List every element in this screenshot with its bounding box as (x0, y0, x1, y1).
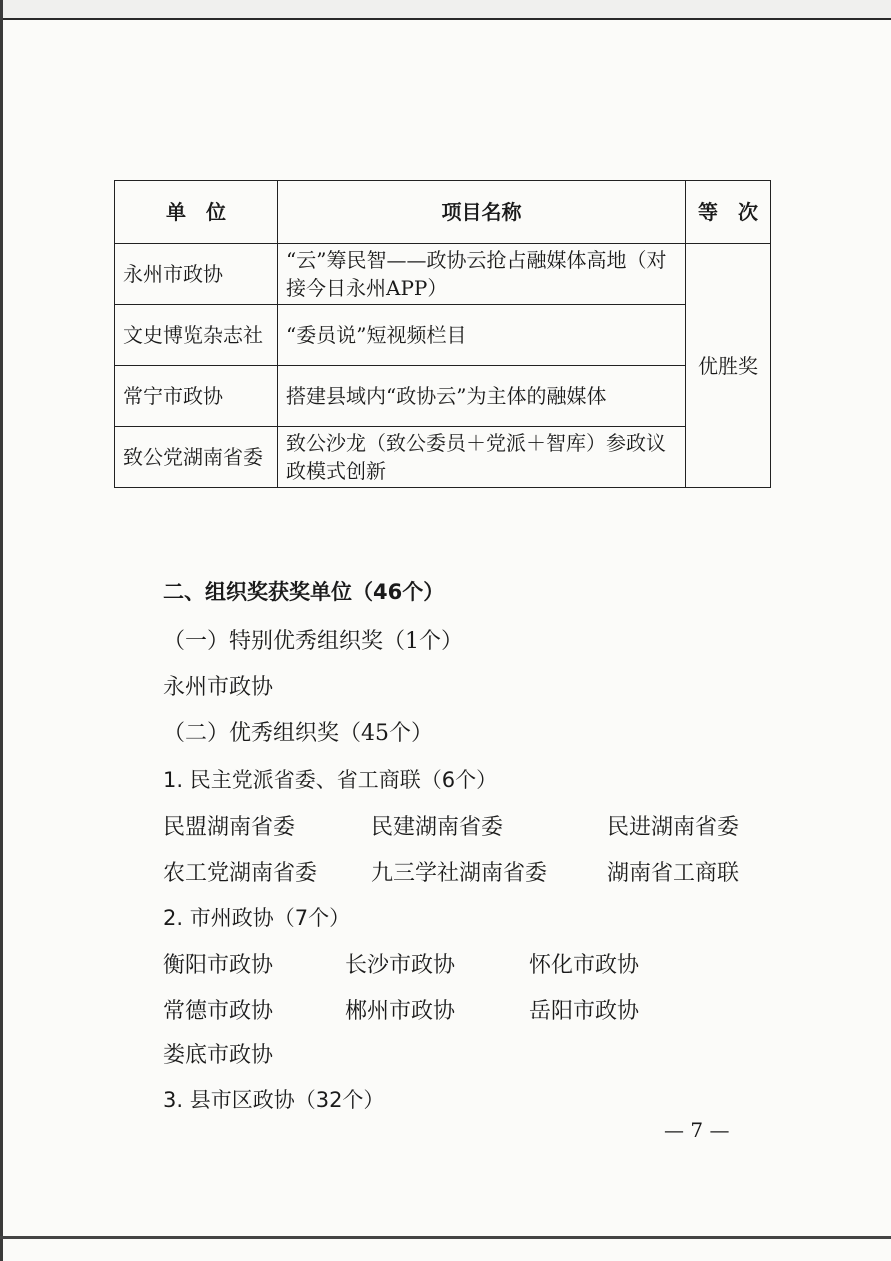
list-item: 民盟湖南省委 (163, 815, 296, 840)
list-item: 娄底市政协 (163, 1043, 274, 1068)
header-unit: 单 位 (115, 181, 278, 244)
row-unit: 永州市政协 (115, 244, 278, 305)
row-project: 搭建县域内“政协云”为主体的融媒体 (278, 366, 686, 427)
list-item: 农工党湖南省委 (163, 861, 318, 886)
group2-row-2 (163, 994, 639, 1025)
row-project: 致公沙龙（致公委员＋党派＋智库）参政议政模式创新 (278, 427, 686, 488)
group1-row-2 (163, 856, 739, 887)
scan-bottom-edge (0, 1236, 891, 1239)
table-row (115, 305, 771, 366)
table-row (115, 244, 771, 305)
awards-table (114, 180, 771, 488)
group2-row-1 (163, 948, 639, 979)
row-project: “委员说”短视频栏目 (278, 305, 686, 366)
table-header-row (115, 181, 771, 244)
list-item: 常德市政协 (163, 999, 274, 1024)
table-row (115, 366, 771, 427)
header-project: 项目名称 (278, 181, 686, 244)
list-item: 岳阳市政协 (529, 999, 640, 1024)
row-unit: 常宁市政协 (115, 366, 278, 427)
row-unit: 致公党湖南省委 (115, 427, 278, 488)
table-row (115, 427, 771, 488)
list-item: 衡阳市政协 (163, 953, 274, 978)
list-item: 郴州市政协 (345, 999, 456, 1024)
section2-title: 二、组织奖获奖单位（46个） (163, 580, 445, 604)
scan-left-edge (0, 0, 3, 1261)
special-award-title: （一）特别优秀组织奖（1个） (163, 629, 463, 654)
grade-cell: 优胜奖 (686, 244, 771, 488)
list-item: 怀化市政协 (529, 953, 640, 978)
list-item: 湖南省工商联 (607, 861, 740, 886)
list-item: 民进湖南省委 (607, 815, 740, 840)
group2-title: 2. 市州政协（7个） (163, 906, 351, 930)
row-unit: 文史博览杂志社 (115, 305, 278, 366)
group3-title: 3. 县市区政协（32个） (163, 1088, 385, 1112)
header-grade: 等 次 (686, 181, 771, 244)
excellent-award-title: （二）优秀组织奖（45个） (163, 721, 433, 746)
list-item: 九三学社湖南省委 (371, 861, 548, 886)
list-item: 长沙市政协 (345, 953, 456, 978)
list-item: 民建湖南省委 (371, 815, 504, 840)
group1-title: 1. 民主党派省委、省工商联（6个） (163, 768, 498, 792)
group1-row-1 (163, 810, 739, 841)
row-project: “云”筹民智——政协云抢占融媒体高地（对接今日永州APP） (278, 244, 686, 305)
special-award-winner: 永州市政协 (163, 675, 274, 700)
page-number: — 7 — (664, 1118, 730, 1142)
group2-row-3 (163, 1038, 273, 1069)
scan-top-edge (0, 0, 891, 20)
